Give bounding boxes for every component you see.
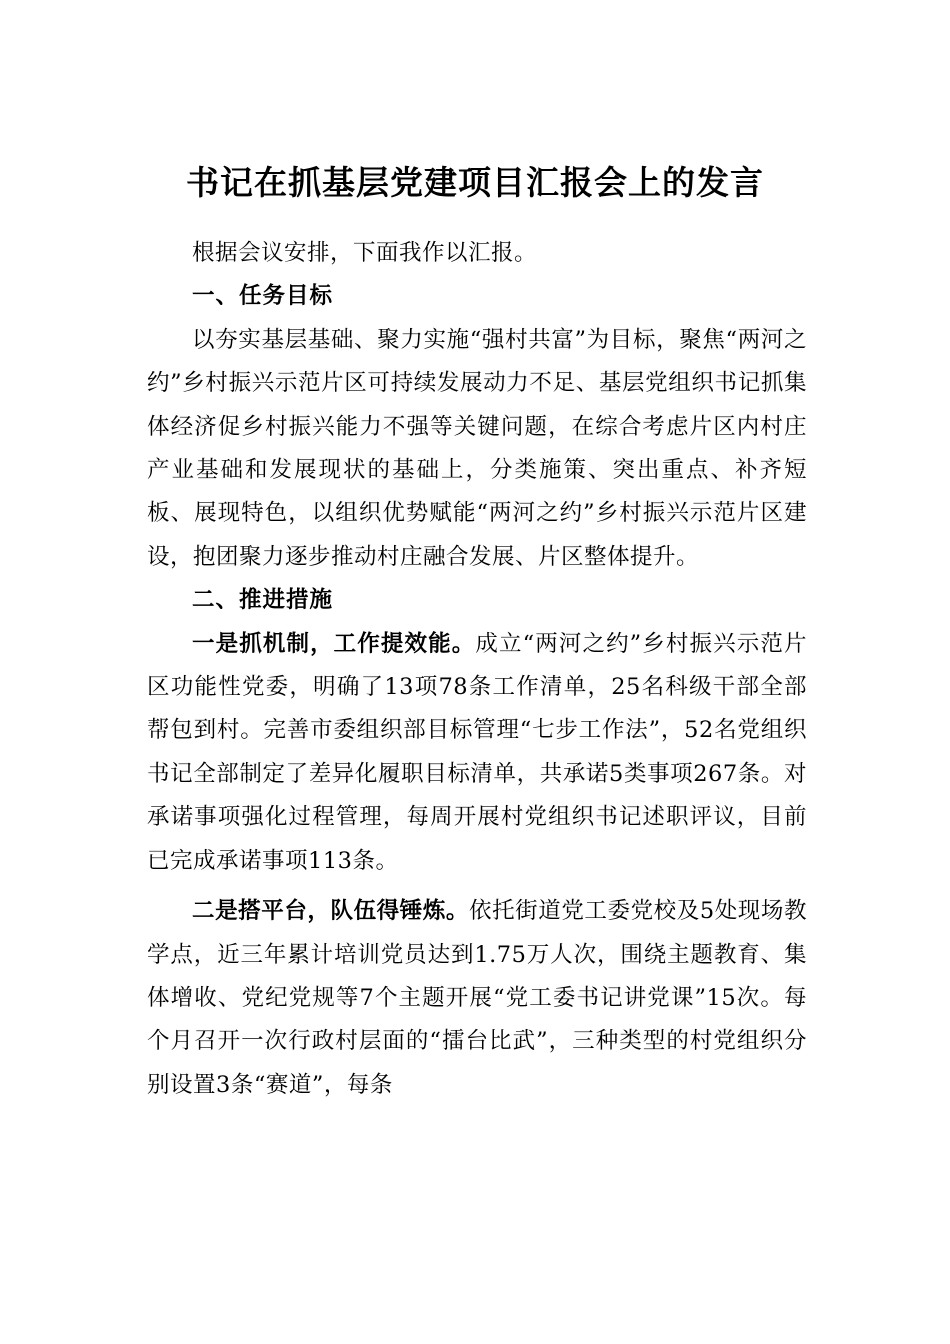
page-title: 书记在抓基层党建项目汇报会上的发言 <box>186 163 764 202</box>
document-body <box>147 232 807 1107</box>
measure-text-mechanism: 成立“两河之约”乡村振兴示范片区功能性党委，明确了13项78条工作清单，25名科级干部全部帮包到村。完善市委组织部目标管理“七步工作法”，52名党组织书记全部制定了差异化履职目标清单，共承诺5类事项267条。对承诺事项强化过程管理，每周开展村党组织书记述职评议，目前已完成承诺事项113条。 <box>147 630 807 874</box>
measure-lead-mechanism: 一是抓机制，工作提效能。 <box>192 630 476 657</box>
section-heading-measures: 二、推进措施 <box>192 587 334 614</box>
measure-paragraph-platform <box>147 890 807 1107</box>
measure-paragraph-mechanism <box>147 623 807 883</box>
measure-text-platform: 依托街道党工委党校及5处现场教学点，近三年累计培训党员达到1.75万人次，围绕主题教育、集体增收、党纪党规等7个主题开展“党工委书记讲党课”15次。每个月召开一次行政村层面的“擂台比武”，三种类型的村党组织分别设置3条“赛道”，每条 <box>147 898 807 1098</box>
intro-paragraph: 根据会议安排，下面我作以汇报。 <box>192 240 538 266</box>
section-heading-task-goals: 一、任务目标 <box>192 283 334 310</box>
task-goals-paragraph: 以夯实基层基础、聚力实施“强村共富”为目标，聚焦“两河之约”乡村振兴示范片区可持续发展动力不足、基层党组织书记抓集体经济促乡村振兴能力不强等关键问题，在综合考虑片区内村庄产业基础和发展现状的基础上，分类施策、突出重点、补齐短板、展现特色，以组织优势赋能“两河之约”乡村振兴示范片区建设，抱团聚力逐步推动村庄融合发展、片区整体提升。 <box>147 326 807 570</box>
measure-lead-platform: 二是搭平台，队伍得锤炼。 <box>192 898 469 925</box>
